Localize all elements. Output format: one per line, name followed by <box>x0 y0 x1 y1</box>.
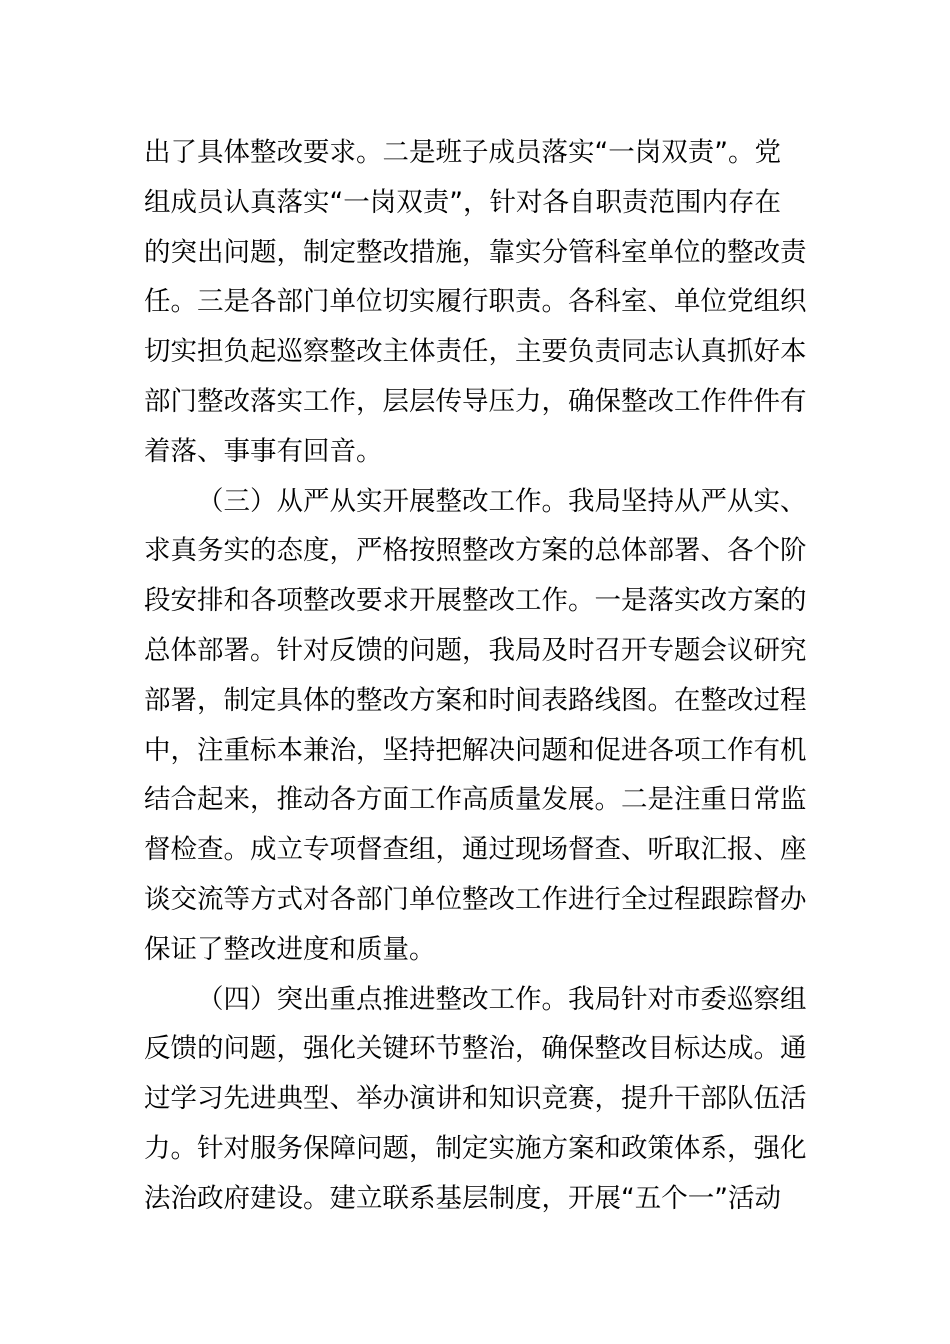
text-line: 部署，制定具体的整改方案和时间表路线图。在整改过程 <box>144 684 807 716</box>
text-line: 部门整改落实工作，层层传导压力，确保整改工作件件有 <box>144 385 807 417</box>
body-text <box>144 128 814 1224</box>
text-line: 反馈的问题，强化关键环节整治，确保整改目标达成。通 <box>144 1033 807 1065</box>
text-line: 督检查。成立专项督查组，通过现场督查、听取汇报、座 <box>144 834 807 866</box>
text-line: 段安排和各项整改要求开展整改工作。一是落实改方案的 <box>144 585 807 617</box>
paragraph-start-line: （三）从严从实开展整改工作。我局坚持从严从实、 <box>197 485 807 517</box>
text-line: 法治政府建设。建立联系基层制度，开展“五个一”活动 <box>144 1182 781 1214</box>
paragraph-start-line: （四）突出重点推进整改工作。我局针对市委巡察组 <box>197 983 807 1015</box>
text-line: 出了具体整改要求。二是班子成员落实“一岗双责”。党 <box>144 137 781 168</box>
text-line: 的突出问题，制定整改措施，靠实分管科室单位的整改责 <box>144 236 807 268</box>
text-line: 结合起来，推动各方面工作高质量发展。二是注重日常监 <box>144 784 807 816</box>
text-line: 中，注重标本兼治，坚持把解决问题和促进各项工作有机 <box>144 734 807 766</box>
text-line: 总体部署。针对反馈的问题，我局及时召开专题会议研究 <box>144 634 807 666</box>
text-line: 保证了整改进度和质量。 <box>144 933 436 965</box>
text-line: 力。针对服务保障问题，制定实施方案和政策体系，强化 <box>144 1132 807 1164</box>
text-line: 着落、事事有回音。 <box>144 435 383 467</box>
text-line: 过学习先进典型、举办演讲和知识竞赛，提升干部队伍活 <box>144 1083 807 1115</box>
text-line: 任。三是各部门单位切实履行职责。各科室、单位党组织 <box>144 286 807 318</box>
text-line: 组成员认真落实“一岗双责”，针对各自职责范围内存在 <box>144 186 781 218</box>
text-line: 谈交流等方式对各部门单位整改工作进行全过程跟踪督办 <box>144 883 807 915</box>
text-line: 求真务实的态度，严格按照整改方案的总体部署、各个阶 <box>144 535 807 567</box>
text-line: 切实担负起巡察整改主体责任，主要负责同志认真抓好本 <box>144 336 807 368</box>
